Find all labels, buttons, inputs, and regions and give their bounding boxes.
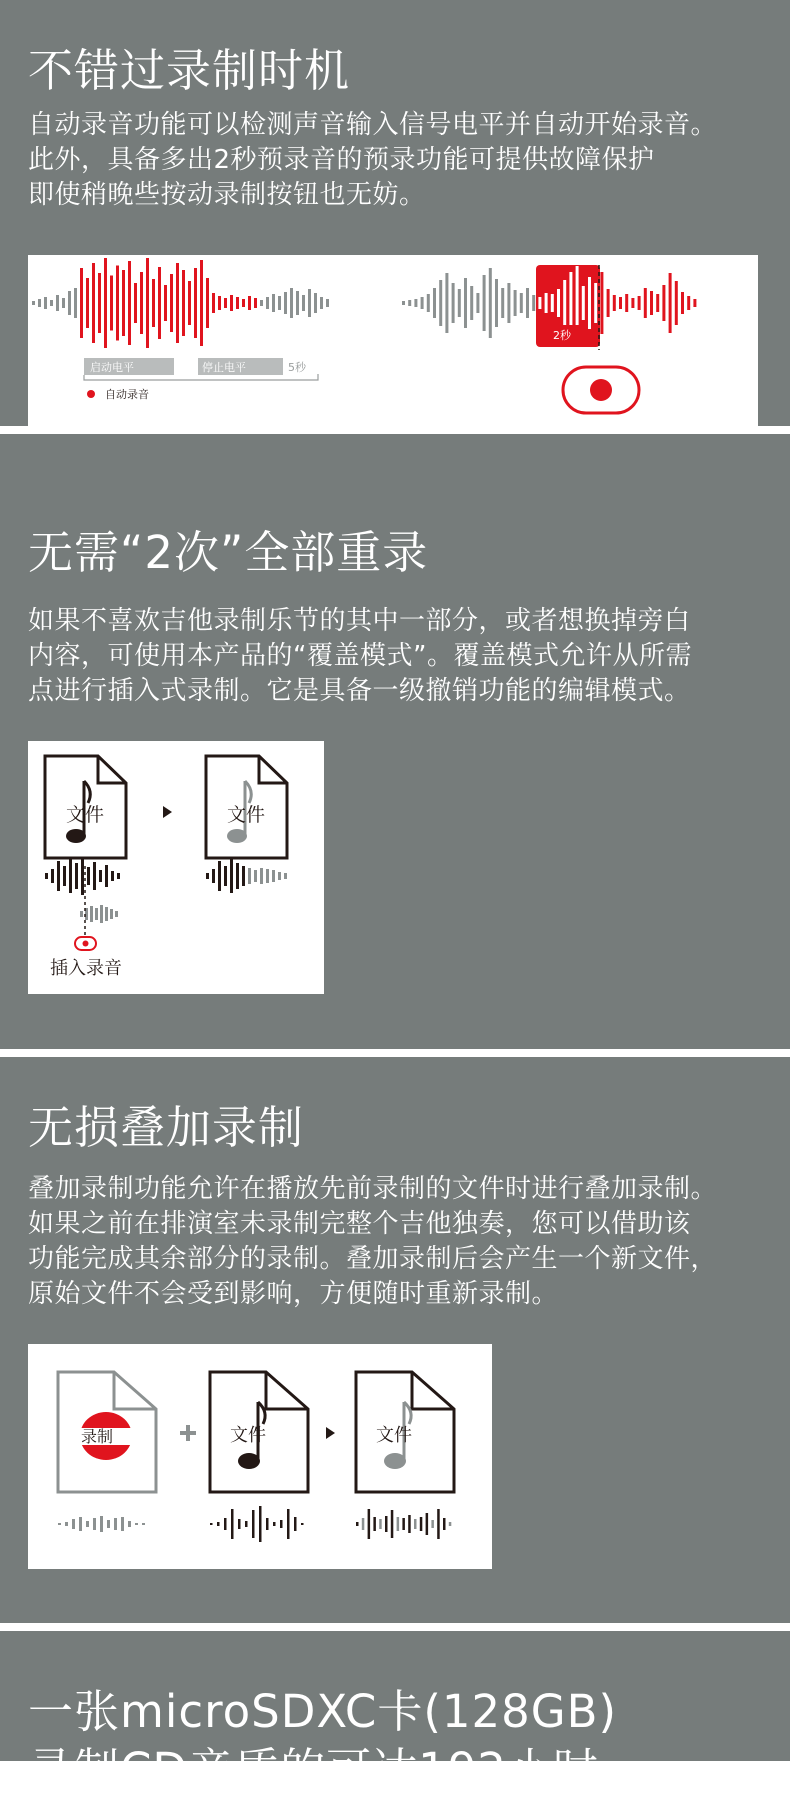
waveform-bar	[128, 1521, 131, 1527]
waveform-bar	[90, 906, 93, 922]
waveform-bar	[368, 1509, 371, 1539]
waveform-bar	[57, 861, 60, 891]
waveform-bar	[681, 292, 684, 314]
waveform-bar	[296, 291, 299, 315]
waveform-bar	[254, 298, 257, 308]
overwrite-diagram	[28, 741, 324, 994]
section-storage	[0, 1631, 790, 1796]
waveform-bar	[326, 299, 329, 307]
section-title: 无需“2次”全部重录	[28, 526, 429, 579]
waveform-bar	[194, 268, 197, 338]
waveform-bar	[284, 873, 287, 879]
waveform-bar	[452, 283, 455, 323]
waveform-bar	[248, 868, 251, 884]
description-line: 原始文件不会受到影响，方便随时重新录制。	[28, 1279, 559, 1309]
waveform-bar	[402, 1518, 405, 1530]
waveform-bar	[294, 1517, 297, 1531]
waveform-bar	[582, 286, 585, 320]
waveform-bar	[397, 1517, 400, 1531]
waveform-bar	[514, 290, 517, 316]
waveform-bar	[206, 278, 209, 328]
waveform-bar	[287, 1509, 290, 1539]
file-label-2: 文件	[376, 1425, 412, 1446]
waveform-bar	[443, 1518, 446, 1530]
waveform-bar	[38, 299, 41, 307]
waveform-bar	[56, 295, 59, 311]
section-overwrite-mode	[0, 434, 790, 1049]
waveform-bar	[236, 297, 239, 309]
waveform-bar	[414, 1519, 417, 1529]
waveform-bar	[51, 869, 54, 883]
waveform-icon	[45, 857, 120, 895]
waveform-bar	[72, 1519, 75, 1529]
description-line: 如果不喜欢吉他录制乐节的其中一部分，或者想换掉旁白	[28, 606, 691, 636]
waveform-bar	[356, 1522, 359, 1526]
waveform-bar	[116, 266, 119, 341]
arrow-right-icon	[163, 806, 172, 818]
waveform-bar	[254, 870, 257, 882]
record-label: 录制	[81, 1427, 114, 1446]
waveform-bar	[44, 297, 47, 309]
waveform-icon	[356, 1509, 451, 1539]
waveform-bar	[32, 301, 35, 305]
waveform-bar	[314, 293, 317, 313]
waveform-bar	[236, 863, 239, 889]
record-dot-icon	[83, 941, 89, 947]
waveform-bar	[408, 1515, 411, 1533]
section-description	[28, 604, 692, 709]
insert-record-label: 插入录音	[50, 958, 122, 979]
waveform-bar	[532, 295, 535, 311]
section-description	[28, 108, 717, 213]
waveform-bar	[75, 863, 78, 889]
waveform-bar	[272, 294, 275, 312]
waveform-bar	[495, 279, 498, 327]
waveform-bar	[110, 276, 113, 331]
waveform-bar	[86, 278, 89, 328]
waveform-bar	[104, 258, 107, 348]
waveform-bar	[210, 1523, 213, 1525]
section-title: 无损叠加录制	[28, 1101, 305, 1154]
waveform-bar	[58, 1523, 61, 1525]
waveform-bar	[142, 1523, 145, 1525]
waveform-bar	[402, 301, 405, 305]
section-title: 不错过录制时机	[28, 44, 351, 97]
waveform-bar	[675, 281, 678, 325]
waveform-bar	[433, 288, 436, 318]
start-level-label: 启动电平	[90, 361, 134, 374]
waveform-bar	[420, 1517, 423, 1531]
waveform-bar	[100, 1516, 103, 1532]
waveform-bar	[545, 293, 548, 313]
waveform-bar	[74, 288, 77, 318]
section-divider	[0, 426, 790, 434]
waveform-bar	[421, 297, 424, 309]
waveform-bar	[437, 1509, 440, 1539]
waveform-bar	[631, 298, 634, 308]
five-seconds-label: 5秒	[288, 361, 306, 374]
waveform-bar	[278, 296, 281, 310]
waveform-bar	[86, 1521, 89, 1527]
waveform-diagram	[28, 255, 758, 429]
waveform-bar	[182, 270, 185, 336]
record-dot-icon	[590, 379, 612, 401]
arrow-right-icon	[326, 1427, 335, 1439]
stop-level-label: 停止电平	[202, 361, 246, 374]
waveform-bar	[501, 288, 504, 318]
waveform-bar	[79, 1517, 82, 1531]
waveform-bar	[290, 288, 293, 318]
section-title: 一张microSDXC卡(128GB)	[28, 1685, 618, 1738]
waveform-bar	[662, 285, 665, 321]
waveform-bar	[266, 1518, 269, 1530]
waveform-bar	[200, 260, 203, 346]
waveform-bar	[489, 268, 492, 338]
waveform-bar	[476, 293, 479, 313]
waveform-bar	[100, 905, 103, 923]
file-label: 文件	[66, 804, 105, 826]
waveform-bar	[152, 279, 155, 327]
description-line: 如果之前在排演室未录制完整个吉他独奏，您可以借助该	[28, 1209, 691, 1239]
waveform-bar	[98, 273, 101, 333]
waveform-bar	[569, 272, 572, 334]
waveform-bar	[445, 273, 448, 333]
waveform-bar	[613, 295, 616, 311]
waveform-bar	[260, 300, 263, 306]
waveform-bar	[526, 288, 529, 318]
description-line: 自动录音功能可以检测声音输入信号电平并自动开始录音。	[28, 110, 718, 140]
waveform-bar	[81, 857, 84, 895]
waveform-bar	[62, 298, 65, 308]
waveform-bar	[693, 299, 696, 307]
waveform-bar	[470, 286, 473, 320]
waveform-bar	[551, 294, 554, 312]
waveform-bar	[107, 1520, 110, 1528]
waveform-bar	[427, 294, 430, 312]
waveform-bar	[426, 1513, 429, 1535]
file-label: 文件	[230, 1425, 266, 1446]
waveform-bar	[687, 296, 690, 310]
waveform-bar	[176, 263, 179, 343]
waveform-bar	[238, 1519, 241, 1529]
waveform-bar	[252, 1510, 255, 1538]
description-line: 内容，可使用本产品的“覆盖模式”。覆盖模式允许从所需	[28, 641, 692, 671]
waveform-bar	[284, 292, 287, 314]
waveform-bar	[92, 263, 95, 343]
waveform-bar	[224, 1518, 227, 1530]
waveform-bar	[65, 1522, 68, 1526]
waveform-bar	[110, 909, 113, 919]
waveform-bar	[245, 1521, 248, 1527]
description-line: 即使稍晚些按动录制按钮也无妨。	[28, 180, 426, 210]
waveform-bar	[408, 300, 411, 306]
description-line: 此外，具备多出2秒预录音的预录功能可提供故障保护	[28, 145, 655, 175]
waveform-bar	[231, 1509, 234, 1539]
waveform-bar	[135, 1523, 138, 1525]
waveform-bar	[280, 1520, 283, 1528]
waveform-bar	[212, 293, 215, 313]
section-title-line-2: 录制CD音质的可达192小时	[28, 1743, 599, 1796]
waveform-bar	[140, 272, 143, 334]
section-divider	[0, 1049, 790, 1057]
waveform-bar	[301, 1523, 304, 1525]
waveform-bar	[99, 870, 102, 882]
waveform-bar	[302, 295, 305, 311]
waveform-bar	[266, 869, 269, 883]
waveform-bar	[391, 1510, 394, 1538]
waveform-bar	[164, 285, 167, 321]
waveform-bar	[588, 277, 591, 329]
waveform-bar	[278, 872, 281, 880]
waveform-bar	[483, 275, 486, 331]
waveform-bar	[600, 272, 603, 334]
waveform-bar	[458, 289, 461, 317]
waveform-bar	[134, 283, 137, 323]
waveform-bar	[273, 1522, 276, 1526]
section-overdub	[0, 1057, 790, 1623]
waveform-bar	[373, 1517, 376, 1531]
description-line: 功能完成其余部分的录制。叠加录制后会产生一个新文件，	[28, 1244, 718, 1274]
waveform-bar	[259, 1506, 262, 1542]
waveform-bar	[272, 870, 275, 882]
waveform-bar	[87, 867, 90, 885]
waveform-bar	[212, 869, 215, 883]
waveform-bar	[114, 1518, 117, 1530]
waveform-icon	[32, 258, 329, 348]
description-line: 叠加录制功能允许在播放先前录制的文件时进行叠加录制。	[28, 1174, 718, 1204]
waveform-bar	[115, 911, 118, 917]
waveform-bar	[218, 861, 221, 891]
waveform-bar	[308, 289, 311, 317]
waveform-bar	[105, 865, 108, 887]
waveform-bar	[121, 1517, 124, 1531]
overwrite-svg	[28, 741, 324, 994]
waveform-bar	[464, 278, 467, 328]
waveform-bar	[242, 866, 245, 886]
waveform-bar	[170, 274, 173, 332]
waveform-bar	[594, 283, 597, 323]
waveform-bar	[520, 293, 523, 313]
waveform-bar	[217, 1522, 220, 1526]
waveform-bar	[111, 871, 114, 881]
file-label-2: 文件	[227, 804, 266, 826]
waveform-bar	[563, 280, 566, 326]
waveform-bar	[146, 258, 149, 348]
waveform-icon	[80, 859, 287, 923]
waveform-bar	[431, 1520, 434, 1528]
waveform-bar	[122, 270, 125, 336]
waveform-bar	[93, 1518, 96, 1530]
waveform-bar	[385, 1516, 388, 1532]
red-dot-icon	[87, 390, 95, 398]
section-divider	[0, 1623, 790, 1631]
waveform-bar	[68, 291, 71, 315]
waveform-bar	[379, 1519, 382, 1529]
waveform-bar	[218, 296, 221, 310]
waveform-bar	[80, 911, 83, 917]
waveform-bar	[507, 283, 510, 323]
overdub-svg	[28, 1344, 492, 1569]
waveform-icon	[58, 1516, 145, 1532]
waveform-bar	[607, 289, 610, 317]
waveform-bar	[93, 862, 96, 890]
waveform-bar	[45, 873, 48, 879]
section-description	[28, 1172, 717, 1312]
waveform-bar	[439, 280, 442, 326]
waveform-bar	[638, 296, 641, 310]
section-auto-record	[0, 0, 790, 426]
waveform-bar	[206, 873, 209, 879]
description-line: 点进行插入式录制。它是具备一级撤销功能的编辑模式。	[28, 676, 691, 706]
waveform-bar	[158, 267, 161, 339]
waveform-bar	[230, 295, 233, 311]
waveform-bar	[242, 299, 245, 307]
auto-record-label: 自动录音	[105, 388, 149, 401]
waveform-bar	[224, 866, 227, 886]
waveform-bar	[625, 294, 628, 312]
waveform-bar	[538, 297, 541, 309]
waveform-bar	[557, 289, 560, 317]
waveform-bar	[414, 299, 417, 307]
waveform-icon	[210, 1506, 304, 1542]
auto-record-diagram	[28, 255, 758, 429]
waveform-bar	[669, 273, 672, 333]
waveform-bar	[320, 297, 323, 309]
waveform-bar	[69, 859, 72, 893]
waveform-bar	[188, 281, 191, 325]
waveform-bar	[63, 866, 66, 886]
waveform-bar	[248, 296, 251, 310]
waveform-bar	[80, 268, 83, 338]
waveform-bar	[449, 1522, 452, 1526]
waveform-bar	[650, 291, 653, 315]
waveform-bar	[105, 907, 108, 921]
overdub-diagram	[28, 1344, 492, 1569]
waveform-bar	[95, 908, 98, 920]
two-seconds-label: 2秒	[553, 329, 571, 342]
waveform-bar	[117, 873, 120, 879]
waveform-bar	[619, 297, 622, 309]
waveform-bar	[644, 288, 647, 318]
waveform-bar	[266, 297, 269, 309]
waveform-bar	[230, 859, 233, 893]
waveform-bar	[362, 1518, 365, 1530]
waveform-bar	[50, 300, 53, 306]
plus-icon	[180, 1425, 196, 1441]
waveform-bar	[656, 294, 659, 312]
waveform-bar	[128, 261, 131, 345]
waveform-bar	[224, 298, 227, 308]
waveform-bar	[260, 868, 263, 884]
